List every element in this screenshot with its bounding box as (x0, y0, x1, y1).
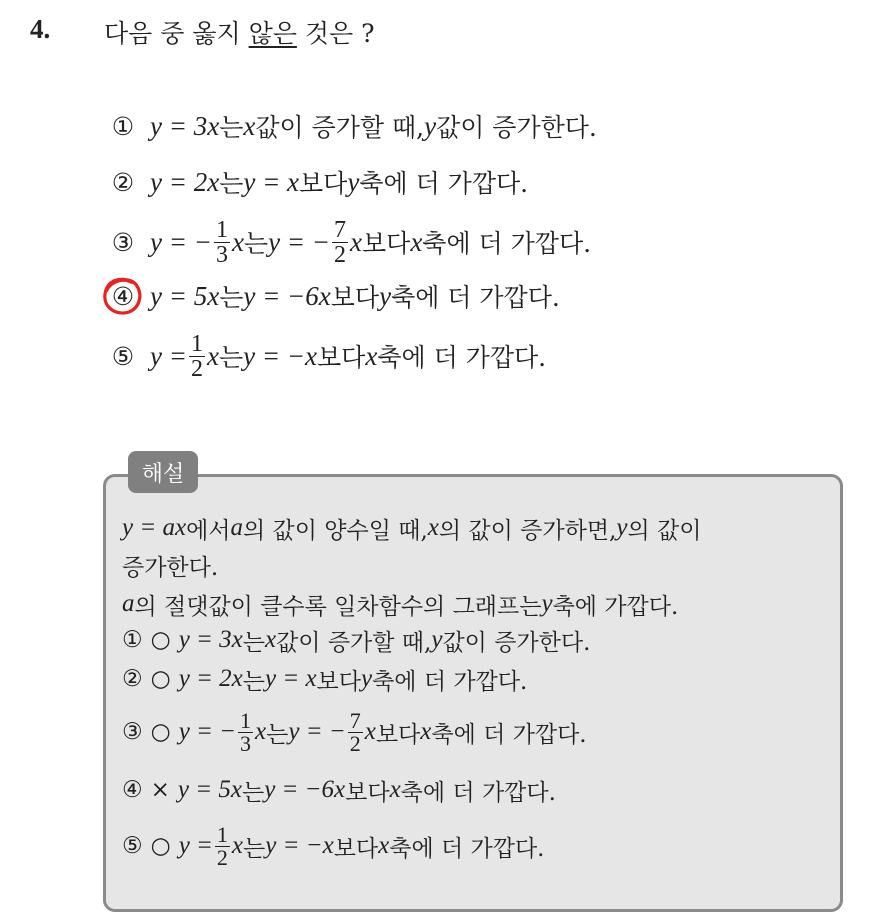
option-equation: y = − (150, 226, 212, 257)
explanation-var: a (230, 514, 243, 541)
fraction (238, 707, 253, 756)
explanation-equation: y = −6x (264, 776, 346, 803)
check-mark: ○ (150, 719, 171, 745)
explanation-var: x (378, 832, 390, 859)
option-equation: y = 5x (150, 280, 220, 311)
option-equation: y = 2x (150, 166, 220, 197)
explanation-title: 해설 (128, 451, 198, 493)
check-mark: ○ (150, 627, 171, 653)
fraction-denominator: 3 (240, 730, 252, 756)
check-mark: ○ (150, 833, 171, 859)
question-number: 4. (30, 14, 51, 44)
explanation-var: y (541, 590, 553, 617)
explanation-equation: y = x (264, 665, 317, 692)
explanation-text: 값이 증가할 때, (276, 629, 432, 656)
explanation-text: 의 값이 양수일 때, (243, 517, 428, 544)
answer-circle-icon (101, 274, 145, 318)
explanation-text: 는 (242, 668, 265, 695)
explanation-var: y (431, 626, 443, 653)
option-2[interactable] (108, 162, 528, 202)
option-text: 는 (243, 229, 269, 258)
explanation-text: 보다 (333, 835, 379, 862)
explanation-equation: y = ax (122, 514, 187, 541)
question-emphasis: 않은 (248, 19, 297, 48)
explanation-text: 는 (242, 629, 265, 656)
explanation-equation: y = − (288, 718, 346, 745)
option-text: 보다 (299, 169, 348, 198)
explanation-var: x (364, 718, 376, 745)
explanation-text: 는 (241, 779, 265, 806)
explanation-equation: y = − (178, 718, 237, 745)
option-text: 는 (219, 169, 244, 198)
option-text: 값이 증가한다. (436, 113, 597, 142)
explanation-var: x (420, 718, 432, 745)
explanation-item-5 (122, 820, 544, 872)
option-3[interactable] (108, 216, 591, 268)
option-equation: y = x (243, 166, 300, 197)
explanation-item-number: ① (122, 627, 143, 653)
check-mark: ○ (150, 666, 171, 692)
fraction (214, 218, 230, 267)
fraction (332, 218, 348, 267)
fraction-denominator: 2 (349, 730, 361, 756)
option-text: 는 (219, 283, 244, 312)
explanation-item-1 (122, 622, 590, 658)
option-var: x (410, 226, 423, 257)
explanation-text: 의 절댓값이 클수록 일차함수의 그래프는 (134, 593, 542, 620)
explanation-var: y (616, 514, 628, 541)
explanation-item-number: ② (122, 666, 143, 692)
explanation-text: 축에 더 가깝다. (372, 668, 528, 695)
fraction-denominator: 2 (190, 355, 203, 382)
fraction-denominator: 2 (334, 241, 347, 268)
explanation-var: y (360, 665, 373, 692)
option-var: y (424, 110, 437, 141)
explanation-equation: y = 3x (178, 626, 243, 653)
option-text: 축에 더 가깝다. (391, 283, 560, 312)
option-number: ② (111, 167, 135, 197)
option-var: x (350, 226, 362, 257)
fraction (215, 821, 230, 870)
explanation-var: a (122, 590, 135, 617)
option-text: 는 (219, 113, 244, 142)
explanation-text: 의 값이 (627, 517, 702, 544)
option-text: 축에 더 가깝다. (422, 229, 592, 258)
explanation-equation: y = −x (265, 832, 334, 859)
explanation-text: 보다 (345, 779, 390, 806)
explanation-var: x (231, 832, 244, 859)
explanation-var: x (389, 776, 401, 803)
option-number: ⑤ (111, 341, 135, 371)
option-var: y (379, 280, 392, 311)
fraction-numerator: 1 (215, 216, 228, 243)
fraction-numerator: 7 (349, 707, 361, 733)
explanation-line: 증가한다. (122, 554, 219, 581)
option-equation: y = −6x (243, 280, 331, 311)
explanation-var: x (427, 514, 439, 541)
option-var: x (243, 110, 256, 141)
explanation-item-number: ⑤ (122, 833, 143, 859)
fraction-numerator: 1 (190, 330, 203, 357)
explanation-item-4 (122, 772, 556, 808)
explanation-item-number: ③ (122, 719, 143, 745)
option-text: 보다 (330, 283, 380, 312)
question-text-before: 다음 중 옳지 (104, 19, 249, 48)
explanation-text: 축에 더 가깝다. (431, 721, 587, 748)
option-equation: y = 3x (150, 110, 220, 141)
option-1[interactable] (108, 106, 597, 146)
question-text (104, 14, 375, 50)
explanation-line (122, 586, 678, 622)
option-var: x (231, 226, 244, 257)
explanation-text: 축에 더 가깝다. (400, 779, 556, 806)
explanation-equation: y = 2x (178, 665, 243, 692)
option-text: 축에 더 가깝다. (359, 169, 529, 198)
option-number: ① (111, 111, 135, 141)
explanation-text: 보다 (375, 721, 421, 748)
option-text: 보다 (362, 229, 411, 258)
explanation-text: 값이 증가한다. (442, 629, 591, 656)
option-var: y (347, 166, 360, 197)
explanation-equation: y = (178, 832, 213, 859)
explanation-text: 축에 가깝다. (552, 593, 679, 620)
explanation-line (122, 510, 701, 546)
explanation-var: x (264, 626, 277, 653)
fraction-numerator: 1 (240, 707, 252, 733)
fraction (189, 332, 205, 381)
option-4[interactable] (108, 276, 560, 316)
fraction-numerator: 7 (334, 216, 347, 243)
explanation-item-2 (122, 661, 527, 697)
option-text: 값이 증가할 때, (255, 113, 425, 142)
option-equation: y = −x (243, 340, 318, 371)
option-text: 는 (218, 343, 244, 372)
option-var: x (365, 340, 378, 371)
fraction-numerator: 1 (216, 821, 228, 847)
check-mark: × (150, 777, 170, 803)
explanation-text: 는 (243, 835, 266, 862)
option-text: 축에 더 가깝다. (377, 343, 547, 372)
option-text: 보다 (317, 343, 366, 372)
explanation-text: 의 값이 증가하면, (438, 517, 617, 544)
explanation-text: 축에 더 가깝다. (389, 835, 545, 862)
option-equation: y = − (268, 226, 331, 257)
fraction-denominator: 3 (215, 241, 228, 268)
option-equation: y = (150, 340, 187, 371)
question-text-after: 것은 ? (296, 19, 375, 48)
explanation-equation: y = 5x (177, 776, 242, 803)
fraction-denominator: 2 (216, 844, 228, 870)
explanation-text: 보다 (316, 668, 361, 695)
explanation-item-number: ④ (122, 777, 143, 803)
explanation-var: x (255, 718, 267, 745)
option-var: x (206, 340, 219, 371)
fraction (348, 707, 363, 756)
explanation-text: 에서 (186, 517, 231, 544)
explanation-text: 는 (266, 721, 289, 748)
option-5[interactable] (108, 330, 546, 382)
explanation-item-3 (122, 706, 587, 758)
option-number: ④ (111, 281, 135, 311)
option-number: ③ (111, 227, 135, 257)
